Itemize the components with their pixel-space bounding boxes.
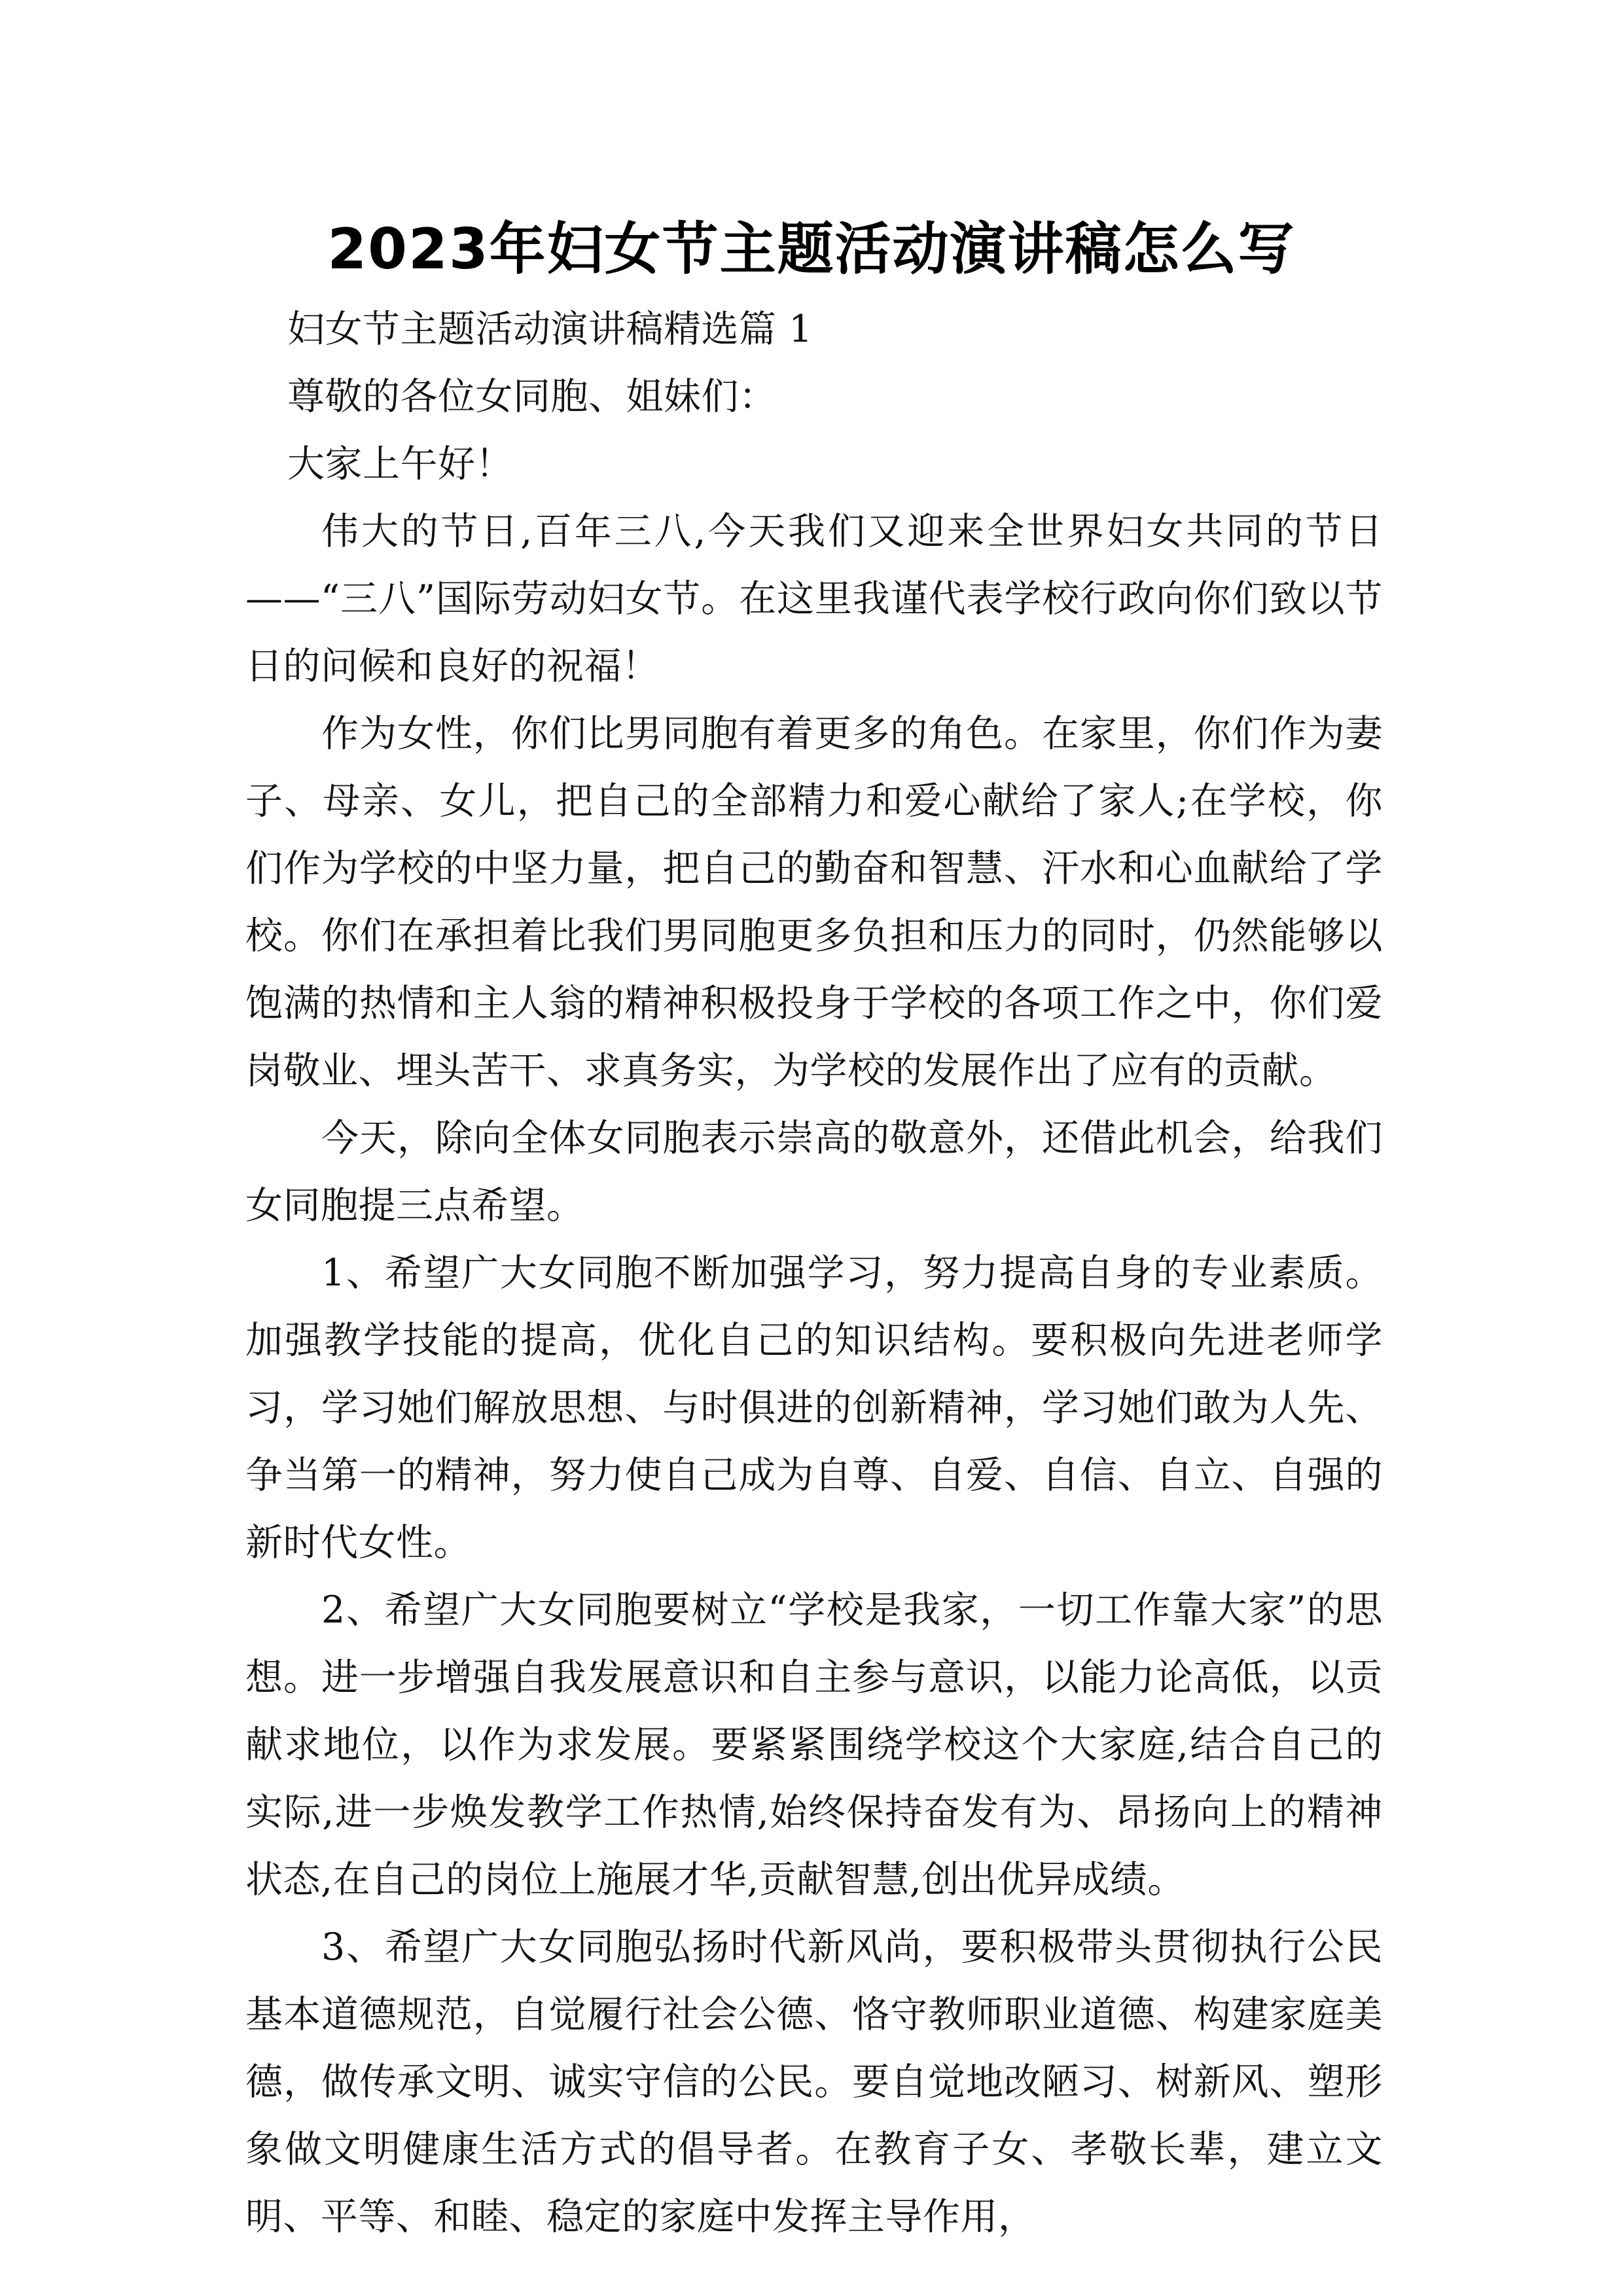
greeting-line: 大家上午好！ xyxy=(287,442,513,486)
body-paragraph-4: 1、希望广大女同胞不断加强学习，努力提高自身的专业素质。加强教学技能的提高，优化自己的知识结构。要积极向先进老师学习，学习她们解放思想、与时俱进的创新精神，学习她们敢为人先、争当第一的精神，努力使自己成为自尊、自爱、自信、自立、自强的新时代女性。 xyxy=(245,1251,1383,1564)
body-paragraph-5: 2、希望广大女同胞要树立“学校是我家，一切工作靠大家”的思想。进一步增强自我发展意识和自主参与意识，以能力论高低，以贡献求地位，以作为求发展。要紧紧围绕学校这个大家庭,结合自己的实际,进一步焕发教学工作热情,始终保持奋发有为、昂扬向上的精神状态,在自己的岗位上施展才华,贡献智慧,创出优异成绩。 xyxy=(245,1588,1383,1901)
body-paragraph-1: 伟大的节日,百年三八,今天我们又迎来全世界妇女共同的节日——“三八”国际劳动妇女节。在这里我谨代表学校行政向你们致以节日的问候和良好的祝福！ xyxy=(245,510,1383,688)
body-paragraph-3: 今天，除向全体女同胞表示崇高的敬意外，还借此机会，给我们女同胞提三点希望。 xyxy=(245,1117,1383,1227)
document-body xyxy=(245,296,1383,2251)
salutation-line: 尊敬的各位女同胞、姐妹们： xyxy=(287,375,777,418)
page-title: 2023年妇女节主题活动演讲稿怎么写 xyxy=(327,216,1296,282)
section-heading: 妇女节主题活动演讲稿精选篇 1 xyxy=(287,308,813,351)
body-paragraph-6: 3、希望广大女同胞弘扬时代新风尚，要积极带头贯彻执行公民基本道德规范，自觉履行社会公德、恪守教师职业道德、构建家庭美德，做传承文明、诚实守信的公民。要自觉地改陋习、树新风、塑形象做文明健康生活方式的倡导者。在教育子女、孝敬长辈，建立文明、平等、和睦、稳定的家庭中发挥主导作用， xyxy=(245,1926,1383,2238)
body-paragraph-2: 作为女性，你们比男同胞有着更多的角色。在家里，你们作为妻子、母亲、女儿，把自己的全部精力和爱心献给了家人;在学校，你们作为学校的中坚力量，把自己的勤奋和智慧、汗水和心血献给了学校。你们在承担着比我们男同胞更多负担和压力的同时，仍然能够以饱满的热情和主人翁的精神积极投身于学校的各项工作之中，你们爱岗敬业、埋头苦干、求真务实，为学校的发展作出了应有的贡献。 xyxy=(245,712,1383,1092)
